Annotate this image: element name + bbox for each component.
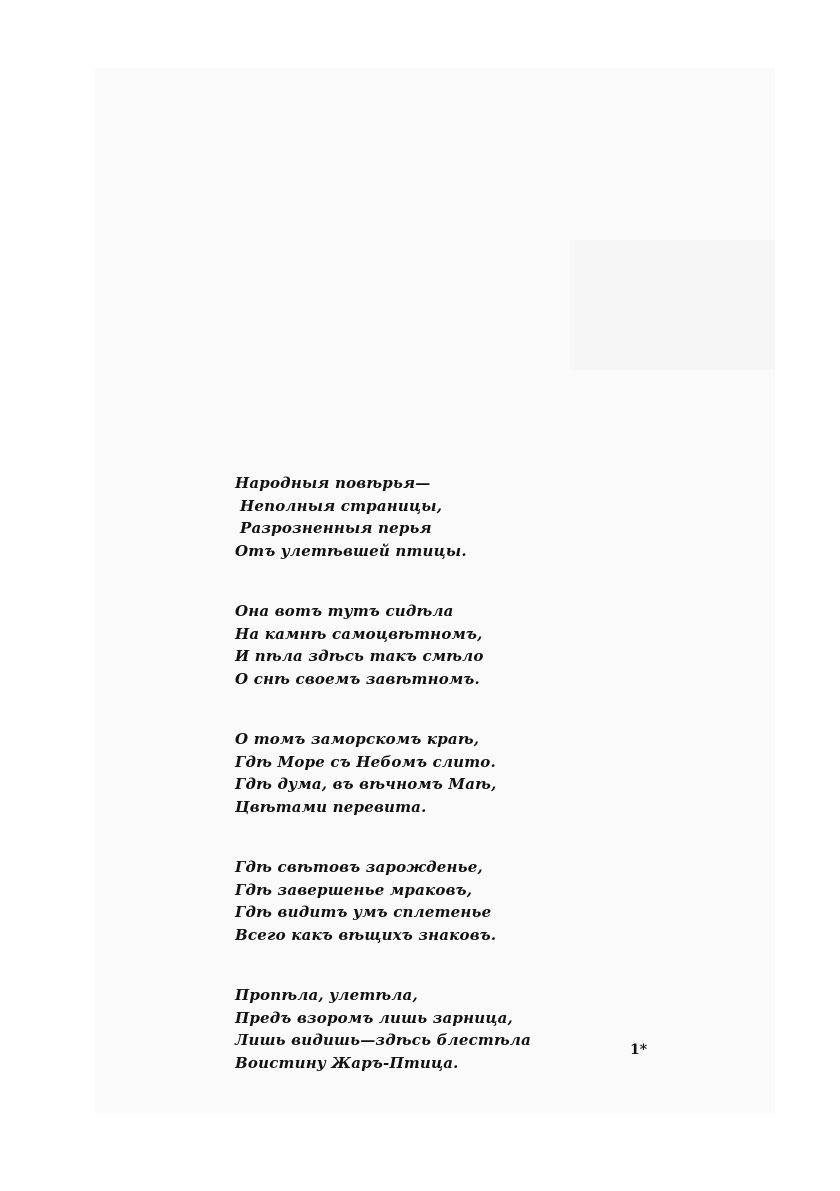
poem-line: Лишь видишь—здѣсь блестѣла [235, 1031, 532, 1049]
poem-line: Гдѣ Море съ Небомъ слито. [235, 752, 496, 771]
page-shadow [570, 240, 775, 370]
poem-line: И пѣла здѣсь такъ смѣло [235, 647, 484, 665]
poem-line: Гдѣ дума, въ вѣчномъ Маѣ, [235, 775, 497, 793]
poem-line: О снѣ своемъ завѣтномъ. [235, 669, 480, 688]
poem-line: Разрозненныя перья [240, 519, 432, 537]
poem-line: Воистину Жаръ-Птица. [235, 1053, 459, 1072]
poem-line: Предъ взоромъ лишь зарница, [235, 1008, 513, 1027]
poem [235, 472, 655, 1112]
poem-line: Гдѣ видитъ умъ сплетенье [235, 903, 492, 921]
poem-line: Отъ улетѣвшей птицы. [235, 541, 467, 560]
poem-line: Она вотъ тутъ сидѣла [235, 602, 454, 620]
poem-line: Гдѣ завершенье мраковъ, [235, 880, 473, 899]
poem-line: Всего какъ вѣщихъ знаковъ. [235, 925, 497, 944]
poem-line: Гдѣ свѣтовъ зарожденье, [235, 858, 483, 876]
poem-line: Неполныя страницы, [240, 496, 443, 515]
poem-line: Пропѣла, улетѣла, [235, 986, 418, 1004]
page-number: 1* [630, 1042, 648, 1058]
stanza-4 [235, 856, 655, 946]
stanza-3 [235, 728, 655, 818]
poem-line: Цвѣтами перевита. [235, 797, 427, 816]
stanza-5 [235, 984, 655, 1074]
poem-line: Народныя повѣрья— [235, 474, 431, 492]
stanza-1 [235, 472, 655, 562]
poem-line: На камнѣ самоцвѣтномъ, [235, 624, 483, 643]
poem-line: О томъ заморскомъ краѣ, [235, 730, 480, 748]
stanza-2 [235, 600, 655, 690]
